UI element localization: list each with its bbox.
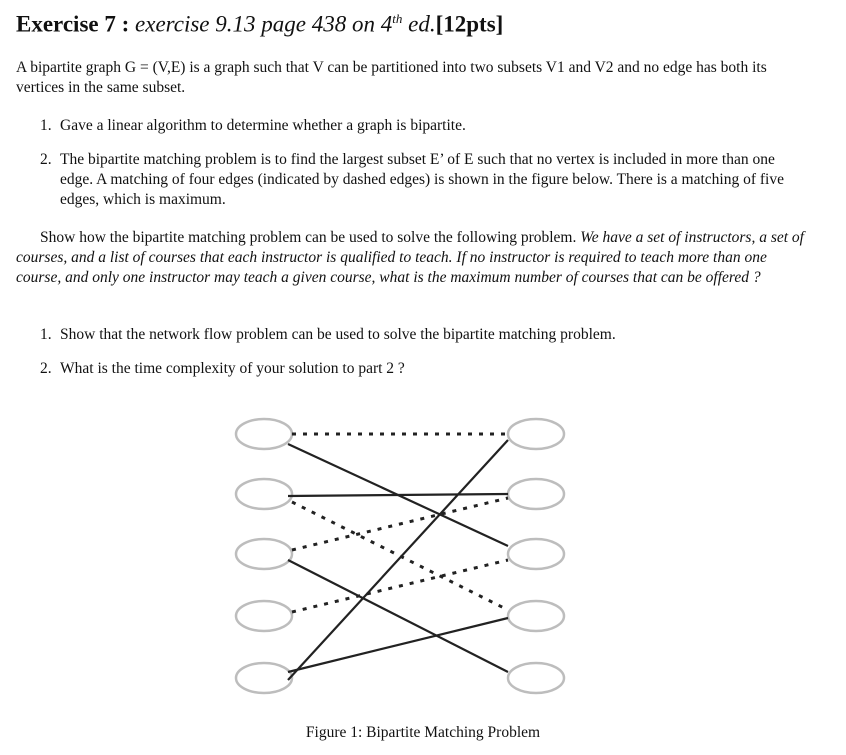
list-item: [40, 150, 810, 210]
list-number: 1.: [40, 326, 52, 343]
question-list-2: [40, 325, 810, 379]
list-number: 2.: [40, 151, 52, 168]
dashed-matching-edge: [292, 498, 508, 550]
left-vertex-5: [236, 663, 292, 693]
bipartite-graph-figure: [226, 410, 582, 700]
dashed-matching-edge: [292, 560, 508, 612]
right-vertex-1: [508, 419, 564, 449]
solid-edge: [288, 494, 508, 496]
intro-paragraph: A bipartite graph G = (V,E) is a graph such that V can be partitioned into two subsets V1 and V2 and no edge has both its vertices in the same subset.: [16, 59, 767, 96]
list-number: 2.: [40, 360, 52, 377]
question-list-1: [40, 116, 810, 210]
list-text: What is the time complexity of your solution to part 2 ?: [60, 360, 405, 377]
exercise-subtitle: exercise 9.13 page 438 on 4: [135, 11, 393, 37]
list-number: 1.: [40, 117, 52, 134]
list-item: [40, 116, 810, 136]
right-vertex-3: [508, 539, 564, 569]
exercise-subtitle-end: ed.: [402, 11, 436, 37]
problem-plain-text: Show how the bipartite matching problem can be used to solve the following problem.: [40, 229, 581, 246]
left-vertex-4: [236, 601, 292, 631]
exercise-label: Exercise 7: [16, 11, 116, 37]
left-vertex-2: [236, 479, 292, 509]
list-text: Gave a linear algorithm to determine whether a graph is bipartite.: [60, 117, 466, 134]
exercise-heading: [16, 11, 503, 38]
list-item: [40, 359, 810, 379]
list-text: The bipartite matching problem is to find the largest subset E’ of E such that no vertex is included in more than one edge. A matching of four edges (indicated by dashed edges) is shown in the figure below. There is a matching of five edges, which is maximum.: [60, 151, 784, 208]
solid-edge: [288, 560, 508, 672]
list-item: [40, 325, 810, 345]
problem-italic-text: We have a set of instructors, a set of courses, and a list of courses that each instructor is qualified to teach. If no instructor is required to teach more than one course, and only one instructor may teach a given course, what is the maximum number of courses that can be offered ?: [16, 229, 804, 286]
heading-colon: :: [115, 11, 136, 37]
list-text: Show that the network flow problem can be used to solve the bipartite matching problem.: [60, 326, 616, 343]
right-vertex-2: [508, 479, 564, 509]
left-vertex-3: [236, 539, 292, 569]
right-vertex-4: [508, 601, 564, 631]
dashed-matching-edge: [292, 502, 508, 610]
right-vertex-5: [508, 663, 564, 693]
problem-paragraph: [16, 228, 806, 288]
subtitle-superscript: th: [392, 11, 403, 26]
figure-caption: Figure 1: Bipartite Matching Problem: [305, 724, 541, 741]
left-vertex-1: [236, 419, 292, 449]
exercise-points: [12pts]: [435, 11, 504, 37]
